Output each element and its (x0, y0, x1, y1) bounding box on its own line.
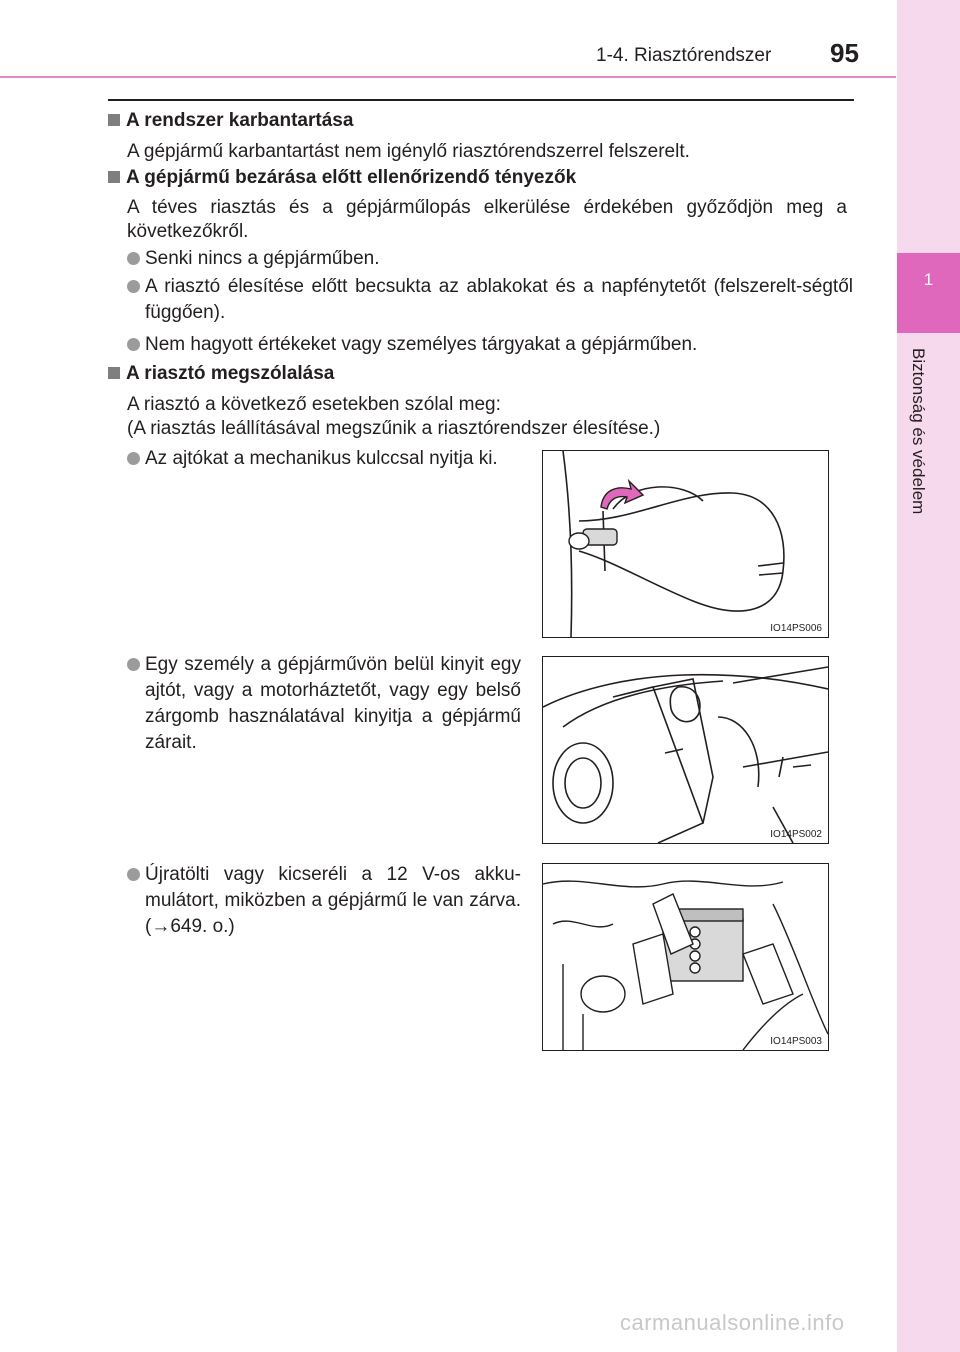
section-heading: A gépjármű bezárása előtt ellenőrizendő tényezők (108, 166, 576, 190)
section-text: A gépjármű karbantartást nem igénylő riasztórendszerrel felszerelt. (127, 141, 690, 162)
list-item: A riasztó élesítése előtt becsukta az ablakokat és a napfénytetőt (felszerelt-ségtől függően). (145, 274, 853, 326)
list-item: Újratölti vagy kicseréli a 12 V-os akku-mulátort, miközben a gépjármű le van zárva. (→649. o.) (145, 862, 521, 940)
bullet-dot-icon (127, 658, 140, 671)
car-door-figure (542, 656, 829, 844)
section-title: 1-4. Riasztórendszer (596, 45, 772, 66)
content-top-rule (108, 99, 854, 101)
chapter-title: Biztonság és védelem (909, 348, 928, 515)
list-item: Senki nincs a gépjárműben. (145, 246, 853, 272)
door-key-figure (542, 450, 829, 638)
car-door-open-icon (543, 657, 828, 843)
figure-code: IO14PS003 (770, 1036, 822, 1047)
chapter-number: 1 (923, 270, 934, 289)
watermark: carmanualsonline.info (620, 1310, 845, 1335)
battery-figure (542, 863, 829, 1051)
bullet-dot-icon (127, 252, 140, 265)
list-item: Nem hagyott értékeket vagy személyes tárgyakat a gépjárműben. (145, 332, 853, 358)
square-bullet-icon (108, 171, 120, 183)
bullet-dot-icon (127, 868, 140, 881)
battery-replacement-icon (543, 864, 828, 1050)
figure-code: IO14PS002 (770, 829, 822, 840)
list-item: Az ajtókat a mechanikus kulccsal nyitja ki. (145, 446, 521, 472)
door-key-icon (543, 451, 828, 637)
section-text: (A riasztás leállításával megszűnik a riasztórendszer élesítése.) (127, 418, 661, 439)
bullet-dot-icon (127, 452, 140, 465)
square-bullet-icon (108, 114, 120, 126)
bullet-dot-icon (127, 338, 140, 351)
section-heading: A rendszer karbantartása (108, 109, 353, 133)
section-text: A riasztó a következő esetekben szólal meg: (127, 394, 501, 415)
header-divider (0, 76, 896, 78)
chapter-tab[interactable] (897, 253, 960, 333)
list-item: Egy személy a gépjárművön belül kinyit egy ajtót, vagy a motorháztetőt, vagy egy belső zárgomb használatával kinyitja a gépjármű zárait. (145, 652, 521, 756)
bullet-dot-icon (127, 280, 140, 293)
section-heading: A riasztó megszólalása (108, 362, 334, 386)
side-tab-background (897, 0, 960, 1352)
section-text: A téves riasztás és a gépjárműlopás elkerülése érdekében győződjön meg a következőkről. (127, 197, 847, 242)
page-number: 95 (830, 38, 859, 68)
square-bullet-icon (108, 367, 120, 379)
figure-code: IO14PS006 (770, 623, 822, 634)
